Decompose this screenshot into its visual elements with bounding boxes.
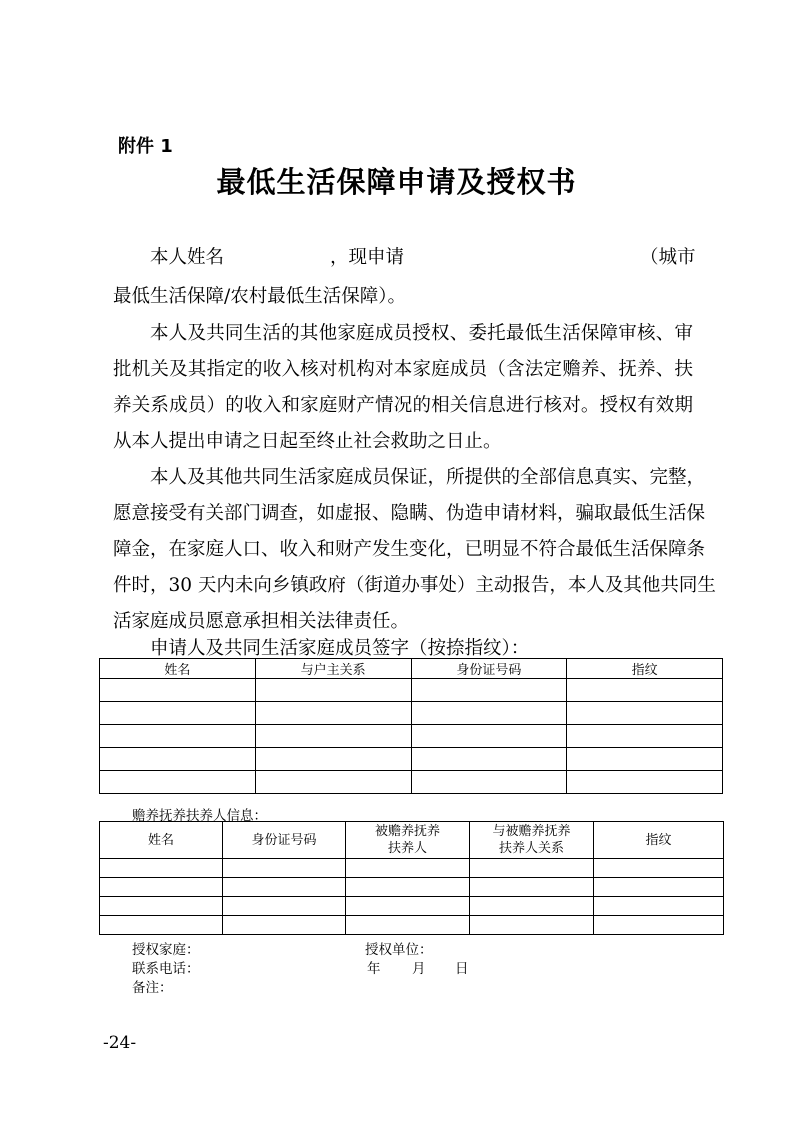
blank-cell[interactable] [411,771,567,794]
city-paren-label: （城市 [640,247,696,268]
blank-cell[interactable] [255,771,411,794]
para2-line: 从本人提出申请之日起至终止社会救助之日止。 [113,431,502,452]
auth-unit-label: 授权单位： [365,942,433,958]
para2-line: 批机关及其指定的收入核对机构对本家庭成员（含法定赡养、抚养、扶 [113,359,693,380]
remarks-label: 备注： [132,980,173,996]
para1-line2: 最低生活保障/农村最低生活保障）。 [113,286,406,307]
table-row [100,725,723,748]
blank-cell[interactable] [567,702,723,725]
supporter-table [99,821,724,935]
blank-cell[interactable] [567,771,723,794]
blank-cell[interactable] [223,859,346,878]
blank-cell[interactable] [223,916,346,935]
blank-cell[interactable] [567,748,723,771]
blank-cell[interactable] [470,878,594,897]
blank-cell[interactable] [255,702,411,725]
blank-cell[interactable] [594,916,724,935]
blank-cell[interactable] [411,725,567,748]
blank-cell[interactable] [411,748,567,771]
support-heading: 赡养抚养扶养人信息： [132,808,267,824]
blank-cell[interactable] [100,878,223,897]
blank-cell[interactable] [100,897,223,916]
para3-line: 障金，在家庭人口、收入和财产发生变化，已明显不符合最低生活保障条 [113,539,706,560]
blank-cell[interactable] [346,859,470,878]
table-row [100,702,723,725]
apply-label: ，现申请 [330,247,405,268]
table-row [100,859,724,878]
blank-cell[interactable] [346,897,470,916]
header-cell: 身份证号码 [223,822,346,859]
signature-table [99,658,723,794]
blank-cell[interactable] [594,897,724,916]
attachment-label: 附件 1 [118,136,173,157]
header-cell: 姓名 [100,822,223,859]
para3-line: 本人及其他共同生活家庭成员保证，所提供的全部信息真实、完整， [150,467,706,488]
blank-cell[interactable] [100,679,256,702]
blank-cell[interactable] [223,878,346,897]
blank-cell[interactable] [346,916,470,935]
auth-family-label: 授权家庭： [132,942,200,958]
table-header-row [100,659,723,679]
blank-cell[interactable] [411,679,567,702]
blank-cell[interactable] [100,702,256,725]
table-row [100,916,724,935]
signature-heading: 申请人及共同生活家庭成员签字（按捺指纹）： [150,638,530,659]
page-number: -24- [103,1033,137,1053]
table-row [100,679,723,702]
blank-cell[interactable] [100,916,223,935]
header-cell: 身份证号码 [411,659,567,679]
header-cell: 姓名 [100,659,256,679]
blank-cell[interactable] [100,771,256,794]
blank-cell[interactable] [470,859,594,878]
year-label: 年 [367,961,381,977]
blank-cell[interactable] [567,725,723,748]
header-cell: 指纹 [594,822,724,859]
month-label: 月 [412,961,426,977]
blank-cell[interactable] [100,859,223,878]
para3-line: 件时，30 天内未向乡镇政府（街道办事处）主动报告，本人及其他共同生 [113,575,716,596]
blank-cell[interactable] [470,916,594,935]
header-cell: 被赡养抚养 扶养人 [346,822,470,859]
name-label: 本人姓名 [150,247,225,268]
blank-cell[interactable] [346,878,470,897]
table-row [100,897,724,916]
blank-cell[interactable] [594,859,724,878]
para2-line: 本人及共同生活的其他家庭成员授权、委托最低生活保障审核、审 [150,323,693,344]
table-header-row [100,822,724,859]
blank-cell[interactable] [255,679,411,702]
blank-cell[interactable] [100,725,256,748]
document-title: 最低生活保障申请及授权书 [216,165,577,199]
para3-line: 活家庭成员愿意承担相关法律责任。 [113,611,410,632]
header-cell: 与户主关系 [255,659,411,679]
table-row [100,748,723,771]
phone-label: 联系电话： [132,961,200,977]
para3-line: 愿意接受有关部门调查，如虚报、隐瞒、伪造申请材料，骗取最低生活保 [113,503,706,524]
blank-cell[interactable] [255,725,411,748]
blank-cell[interactable] [411,702,567,725]
blank-cell[interactable] [100,748,256,771]
day-label: 日 [455,961,469,977]
blank-cell[interactable] [255,748,411,771]
blank-cell[interactable] [567,679,723,702]
header-cell: 与被赡养抚养 扶养人关系 [470,822,594,859]
header-cell: 指纹 [567,659,723,679]
table-row [100,878,724,897]
blank-cell[interactable] [223,897,346,916]
table-row [100,771,723,794]
blank-cell[interactable] [594,878,724,897]
para2-line: 养关系成员）的收入和家庭财产情况的相关信息进行核对。授权有效期 [113,395,693,416]
blank-cell[interactable] [470,897,594,916]
